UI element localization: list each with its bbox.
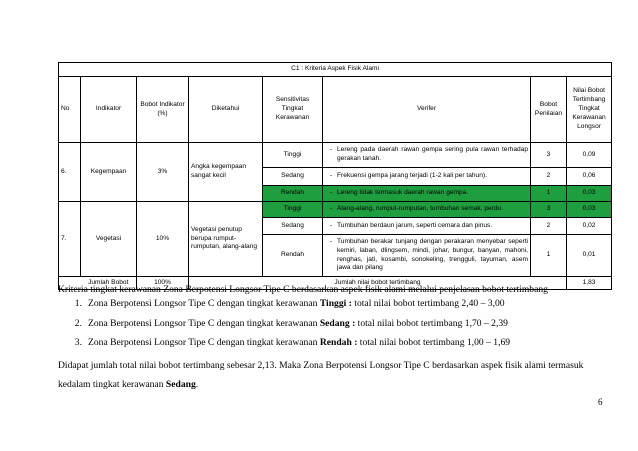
row-bobot-indikator: 10% xyxy=(137,202,189,277)
list-text: Zona Berpotensi Longsor Tipe C dengan tingkat kerawanan xyxy=(88,317,320,329)
footer-label2: Jumlah nilai bobot tertimbang xyxy=(189,277,567,290)
bullet-dash: - xyxy=(329,221,333,229)
bullet-dash: - xyxy=(329,146,333,154)
list-number: 1. xyxy=(74,298,82,309)
list-item xyxy=(58,337,614,357)
row-level: Sedang xyxy=(263,218,323,235)
row-nilai: 0,09 xyxy=(567,143,612,168)
conclusion-text: Didapat jumlah total nilai bobot tertimbang sebesar 2,13. Maka Zona Berpotensi Longsor Tipe C berdasarkan aspek fisik alami termasuk kedalam tingkat kerawanan xyxy=(58,360,584,390)
row-bobot-indikator: 3% xyxy=(137,143,189,202)
list-text: Zona Berpotensi Longsor Tipe C dengan tingkat kerawanan xyxy=(88,337,320,348)
list-item xyxy=(58,298,614,318)
row-bobot-penilaian: 1 xyxy=(531,186,567,202)
bullet-dash: - xyxy=(329,172,333,180)
row-no: 7. xyxy=(59,202,81,277)
bullet-dash: - xyxy=(329,237,333,245)
conclusion-level: Sedang xyxy=(165,379,196,390)
list-range: total nilai bobot tertimbang 1,70 – 2,39 xyxy=(355,317,508,329)
header-indikator: Indikator xyxy=(81,77,137,143)
row-level: Sedang xyxy=(263,168,323,186)
row-diketahui: Angka kegempaan sangat kecil xyxy=(189,143,263,202)
header-nilai-bobot: Nilai Bobot Tertimbang Tingkat Kerawanan Longsor xyxy=(567,77,612,143)
header-verifer: Verifer xyxy=(323,77,531,143)
list-range: total nilai bobot tertimbang 2,40 – 3,00 xyxy=(351,298,505,309)
row-indikator: Vegetasi xyxy=(81,202,137,277)
verifer-text: Lereng pada daerah rawan gempa sering pula rawan terhadap gerakan tanah. xyxy=(337,146,528,162)
bullet-dash: - xyxy=(329,205,333,213)
header-bobot-penilaian: Bobot Penilaian xyxy=(531,77,567,143)
table-row-highlighted xyxy=(59,202,612,218)
row-bobot-penilaian: 3 xyxy=(531,202,567,218)
intro-paragraph: Kriteria tingkat kerawanan Zona Berpotensi Longsor Tipe C berdasarkan aspek fisik alami melalui penjelasan bobot tertimbang xyxy=(58,284,548,295)
list-number: 3. xyxy=(74,337,82,348)
row-verifer xyxy=(323,235,531,277)
header-no: No xyxy=(59,77,81,143)
header-diketahui: Diketahui xyxy=(189,77,263,143)
row-bobot-penilaian: 2 xyxy=(531,168,567,186)
list-level: Sedang : xyxy=(319,317,356,329)
header-sensitivitas: Sensitivitas Tingkat Kerawanan xyxy=(263,77,323,143)
row-nilai: 0,03 xyxy=(567,186,612,202)
verifer-text: Alang-alang, rumput-rumputan, tumbuhan semak, perdu. xyxy=(337,205,504,213)
row-bobot-penilaian: 2 xyxy=(531,218,567,235)
row-level: Rendah xyxy=(263,235,323,277)
conclusion-paragraph xyxy=(58,356,614,394)
row-nilai: 0,01 xyxy=(567,235,612,277)
list-level: Rendah : xyxy=(319,337,358,348)
verifer-text: Lereng tidak termasuk daerah rawan gempa. xyxy=(337,189,469,197)
row-bobot-penilaian: 3 xyxy=(531,143,567,168)
row-nilai: 0,02 xyxy=(567,218,612,235)
verifer-text: Tumbuhan berdaun jarum, seperti cemara dan pinus. xyxy=(337,221,493,229)
conclusion-end: . xyxy=(195,379,199,390)
row-bobot-penilaian: 1 xyxy=(531,235,567,277)
row-level: Tinggi xyxy=(263,202,323,218)
footer-label: Jumlah Bobot xyxy=(81,277,137,290)
list-text: Zona Berpotensi Longsor Tipe C dengan tingkat kerawanan xyxy=(88,298,320,309)
criteria-list xyxy=(58,298,614,357)
row-nilai: 0,03 xyxy=(567,202,612,218)
list-item xyxy=(58,318,614,338)
row-diketahui: Vegetasi penutup berupa rumput-rumputan, alang-alang xyxy=(189,202,263,277)
criteria-table xyxy=(58,62,612,290)
footer-total-percent: 100% xyxy=(137,277,189,290)
bullet-dash: - xyxy=(329,189,333,197)
list-number: 2. xyxy=(74,317,82,329)
row-nilai: 0,06 xyxy=(567,168,612,186)
header-bobot-indikator: Bobot Indikator (%) xyxy=(137,77,189,143)
table-title: C1 : Kriteria Aspek Fisik Alami xyxy=(59,63,612,77)
row-no: 6. xyxy=(59,143,81,202)
row-level: Tinggi xyxy=(263,143,323,168)
footer-total: 1,83 xyxy=(567,277,612,290)
page-number: 6 xyxy=(598,397,603,407)
row-verifer xyxy=(323,186,531,202)
table-row xyxy=(59,143,612,168)
verifer-text: Tumbuhan berakar tunjang dengan perakaran menyebar seperti kemiri, laban, dlingsem, mindi, johar, bungur, banyan, mahoni, renghas, jati, kosambi, sonokeling, trengguli, tayuman, asem jawa dan pilang xyxy=(337,237,528,272)
row-indikator: Kegempaan xyxy=(81,143,137,202)
row-verifer xyxy=(323,143,531,168)
row-verifer xyxy=(323,218,531,235)
row-verifer xyxy=(323,202,531,218)
row-verifer xyxy=(323,168,531,186)
verifer-text: Frekuensi gempa jarang terjadi (1-2 kali per tahun). xyxy=(337,172,487,180)
list-level: Tinggi : xyxy=(319,298,352,309)
row-level: Rendah xyxy=(263,186,323,202)
list-range: total nilai bobot tertimbang 1,00 – 1,69 xyxy=(357,337,511,348)
